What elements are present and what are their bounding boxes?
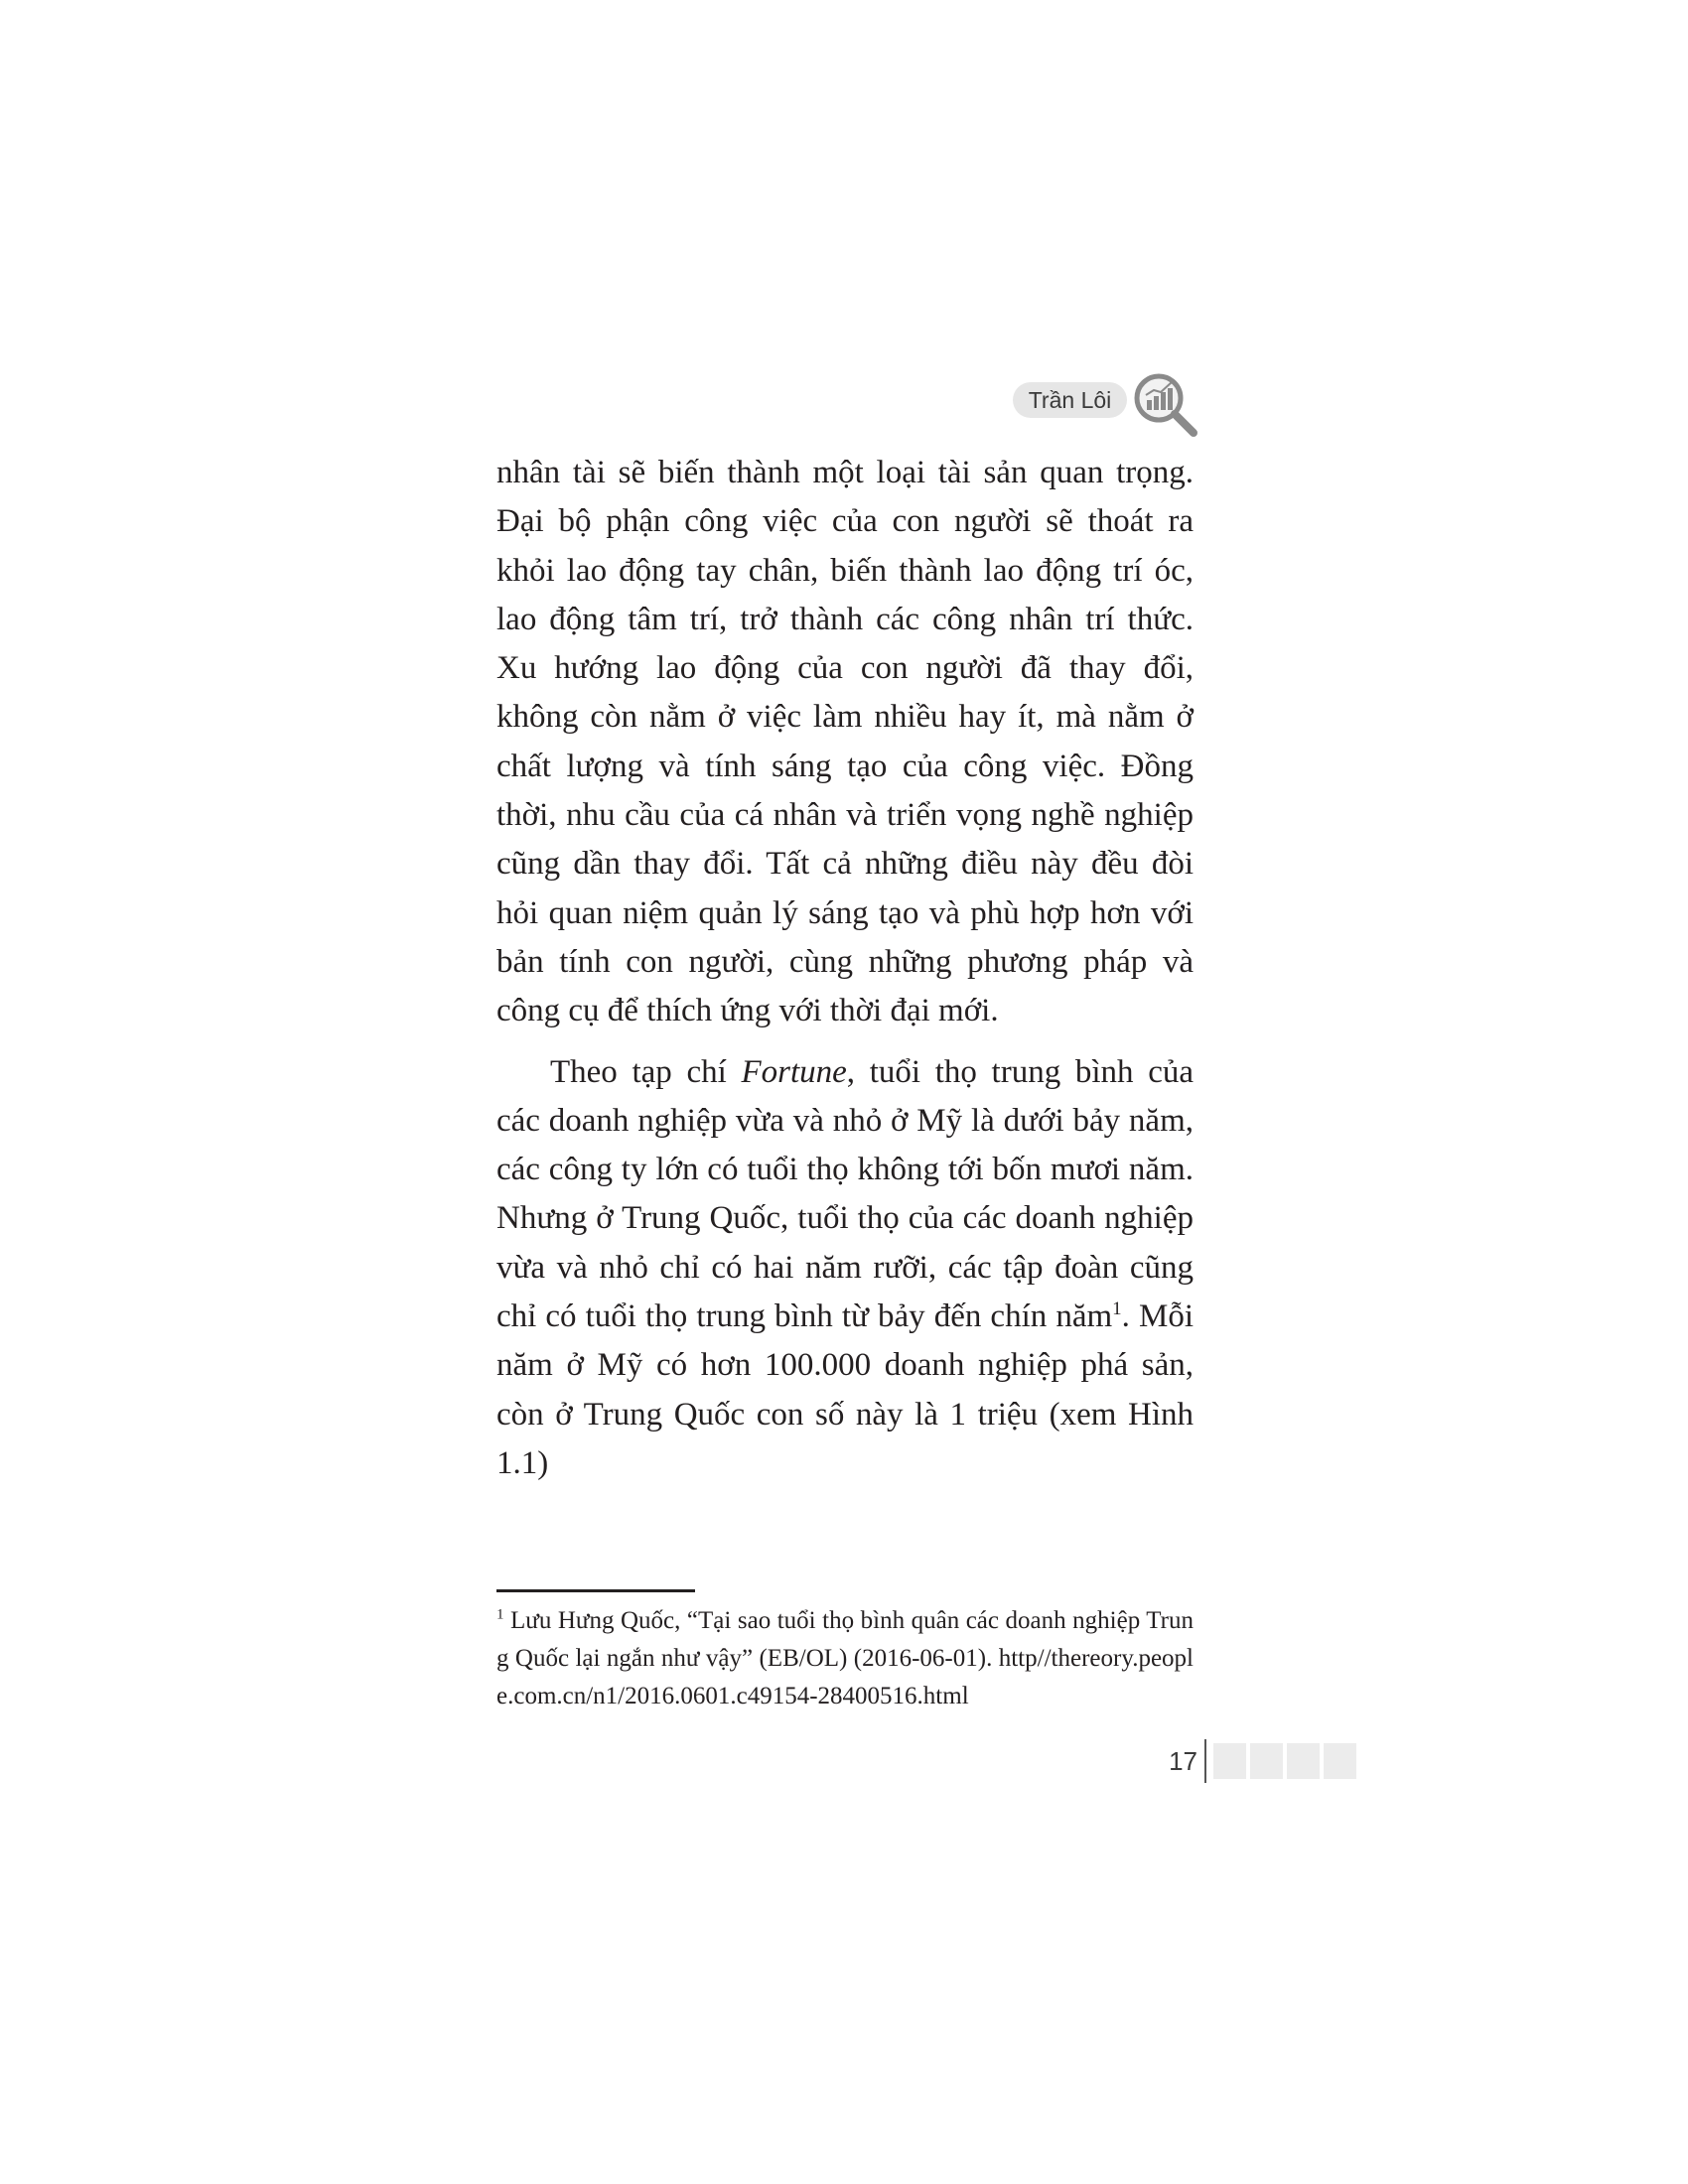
decoration-tab xyxy=(1250,1743,1283,1779)
footnote-text: Lưu Hưng Quốc, “Tại sao tuổi thọ bình quân các doanh nghiệp Trung Quốc lại ngắn như vậy” (EB/OL) (2016-06-01). http// xyxy=(496,1607,1194,1672)
paragraph-2 xyxy=(496,1048,1194,1489)
paragraph-2-start: Theo tạp chí xyxy=(550,1053,742,1090)
magazine-title: Fortune xyxy=(741,1053,847,1090)
magnifier-chart-icon xyxy=(1130,369,1199,439)
paragraph-1: nhân tài sẽ biến thành một loại tài sản quan trọng. Đại bộ phận công việc của con người sẽ thoát ra khỏi lao động tay chân, biến thành lao động trí óc, lao động tâm trí, trở thành các công nhân trí thức. Xu hướng lao động của con người đã thay đổi, không còn nằm ở việc làm nhiều hay ít, mà nằm ở chất lượng và tính sáng tạo của công việc. Đồng thời, nhu cầu của cá nhân và triển vọng nghề nghiệp cũng dần thay đổi. Tất cả những điều này đều đòi hỏi quan niệm quản lý sáng tạo và phù hợp hơn với bản tính con người, cùng những phương pháp và công cụ để thích ứng với thời đại mới. xyxy=(496,455,1194,1029)
decoration-tab xyxy=(1287,1743,1320,1779)
running-header-author: Trần Lôi xyxy=(1013,382,1127,418)
paragraph-2-middle: , tuổi thọ trung bình của các doanh nghiệp vừa và nhỏ ở Mỹ là dưới bảy năm, các công ty lớn có tuổi thọ không tới bốn mươi năm. Nhưng ở Trung Quốc, tuổi thọ của các doanh nghiệp vừa và nhỏ chỉ có hai năm rưỡi, các tập đoàn cũng chỉ có tuổi thọ trung bình từ bảy đến chín năm xyxy=(496,1053,1194,1335)
footnote-divider xyxy=(496,1589,695,1592)
page-decoration-tabs xyxy=(1213,1743,1356,1779)
paragraph-2-end: . Mỗi năm ở Mỹ có hơn 100.000 doanh nghiệp phá sản, còn ở Trung Quốc con số này là 1 triệu (xem Hình 1.1) xyxy=(496,1298,1194,1481)
page-number-divider xyxy=(1204,1739,1206,1783)
body-text xyxy=(496,449,1194,1488)
footnote-reference[interactable]: 1 xyxy=(1112,1298,1122,1320)
page-number: 17 xyxy=(1169,1746,1197,1776)
decoration-tab xyxy=(1213,1743,1246,1779)
footnote xyxy=(496,1602,1194,1715)
decoration-tab xyxy=(1324,1743,1356,1779)
footnote-mark: 1 xyxy=(496,1606,504,1623)
footnote-url[interactable]: thereory.people.com.cn/n1/2016.0601.c49154-28400516.html xyxy=(496,1645,1194,1709)
